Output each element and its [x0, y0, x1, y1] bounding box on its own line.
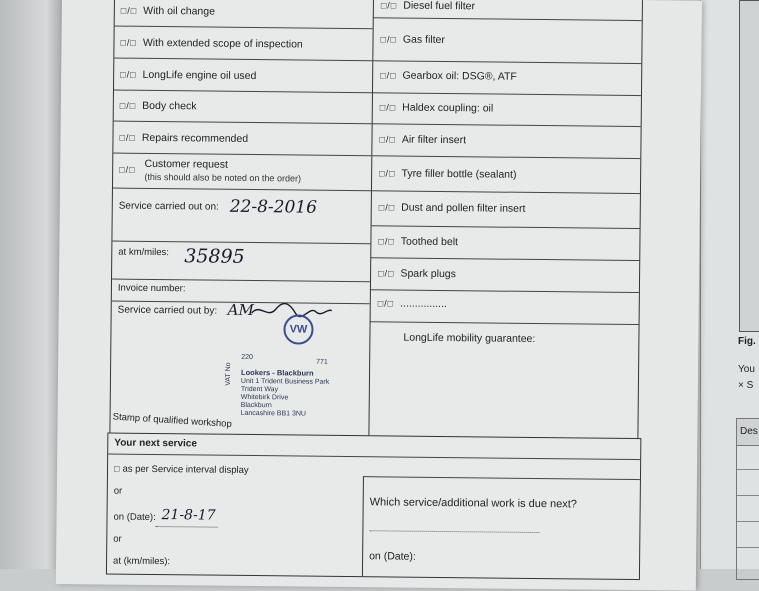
figure-image: [739, 0, 759, 332]
stamp-label: Stamp of qualified workshop: [112, 411, 233, 430]
right-item-air-filter: □/□ Air filter insert: [379, 133, 467, 147]
right-item-blank: □/□ ................: [377, 297, 447, 311]
checkbox-icon[interactable]: □/□: [119, 100, 137, 111]
checkbox-icon[interactable]: □/□: [379, 134, 396, 145]
checkbox-icon[interactable]: □/□: [378, 236, 395, 247]
next-service-box: [106, 432, 641, 580]
dealer-address-line: Lancashire BB1 3NU: [240, 409, 307, 418]
checkbox-icon[interactable]: □/□: [380, 34, 397, 45]
next-service-title: Your next service: [114, 437, 197, 450]
km-miles-label: at km/miles:: [118, 246, 170, 259]
left-item-customer-request: □/□ Customer request (this should also be noted on the order): [119, 157, 302, 184]
next-service-question: Which service/additional work is due next?: [369, 496, 578, 511]
dealer-stamp: [220, 314, 371, 436]
dealer-name: Lookers - Blackburn: [241, 367, 314, 378]
stamp-side-text: VAT No: [224, 362, 233, 386]
right-item-spark-plugs: □/□ Spark plugs: [378, 267, 456, 281]
left-item-repairs: □/□ Repairs recommended: [119, 131, 249, 145]
stamp-code: 771: [316, 358, 328, 366]
dealer-address-line: Whitebirk Drive: [240, 393, 289, 402]
right-page-text: × S: [738, 380, 754, 391]
checkbox-icon[interactable]: □/□: [379, 168, 396, 179]
left-item-with-oil-change: □/□ With oil change: [120, 4, 216, 18]
service-date-value[interactable]: 22-8-2016: [229, 196, 318, 218]
dealer-address-line: Trident Way: [240, 385, 279, 394]
right-item-diesel-filter: □/□ Diesel fuel filter: [380, 0, 476, 13]
checkbox-icon[interactable]: □/□: [120, 69, 137, 80]
next-service-option: □ as per Service interval display: [113, 463, 249, 476]
next-service-date-label: on (Date):: [369, 550, 416, 563]
checkbox-icon[interactable]: □/□: [120, 37, 137, 48]
right-page-table: [736, 418, 759, 580]
dealer-address-line: Unit 1 Trident Business Park: [240, 377, 330, 386]
stamp-code: 220: [241, 353, 253, 362]
service-date-label: Service carried out on:: [118, 200, 219, 213]
left-item-longlife-oil: □/□ LongLife engine oil used: [120, 68, 257, 83]
service-record-page: [56, 0, 702, 591]
right-item-pollen-filter: □/□ Dust and pollen filter insert: [378, 201, 526, 215]
technician-signature: AM: [227, 300, 254, 320]
checkbox-icon[interactable]: □/□: [119, 132, 136, 143]
or-label: or: [113, 485, 123, 497]
or-label: or: [113, 533, 122, 545]
checkbox-icon[interactable]: □/□: [380, 0, 398, 11]
longlife-guarantee-label: LongLife mobility guarantee:: [403, 331, 536, 345]
dealer-address-line: Blackburn: [240, 401, 272, 410]
service-by-label: Service carried out by:: [117, 304, 218, 317]
right-item-haldex: □/□ Haldex coupling: oil: [379, 101, 494, 115]
checkbox-icon[interactable]: □/□: [378, 268, 395, 279]
right-table-header: Des: [740, 426, 758, 437]
volkswagen-logo-icon: VW: [283, 314, 313, 344]
service-record-table: [109, 0, 643, 491]
next-date-value[interactable]: 21-8-17: [161, 507, 216, 524]
right-page-text: You: [738, 364, 755, 375]
invoice-number-label: Invoice number:: [117, 282, 186, 295]
checkbox-icon[interactable]: □/□: [378, 202, 396, 213]
fig-label: Fig.: [738, 336, 756, 347]
km-miles-value[interactable]: 35895: [184, 245, 245, 268]
right-item-toothed-belt: □/□ Toothed belt: [378, 235, 459, 249]
right-item-gearbox-oil: □/□ Gearbox oil: DSG®, ATF: [380, 69, 517, 83]
next-page: [700, 0, 759, 569]
checkbox-icon[interactable]: □/□: [379, 102, 397, 113]
next-date-label: on (Date):: [113, 511, 156, 524]
right-item-tyre-filler: □/□ Tyre filler bottle (sealant): [379, 167, 517, 181]
checkbox-icon[interactable]: □/□: [377, 298, 395, 309]
checkbox-icon[interactable]: □/□: [119, 164, 136, 175]
checkbox-icon[interactable]: □/□: [380, 70, 397, 81]
checkbox-icon[interactable]: □: [113, 463, 121, 474]
right-item-gas-filter: □/□ Gas filter: [380, 33, 445, 47]
left-item-extended-inspection: □/□ With extended scope of inspection: [120, 36, 303, 51]
left-item-body-check: □/□ Body check: [119, 99, 197, 113]
checkbox-icon[interactable]: □/□: [120, 5, 138, 16]
next-km-label: at (km/miles):: [113, 555, 171, 568]
